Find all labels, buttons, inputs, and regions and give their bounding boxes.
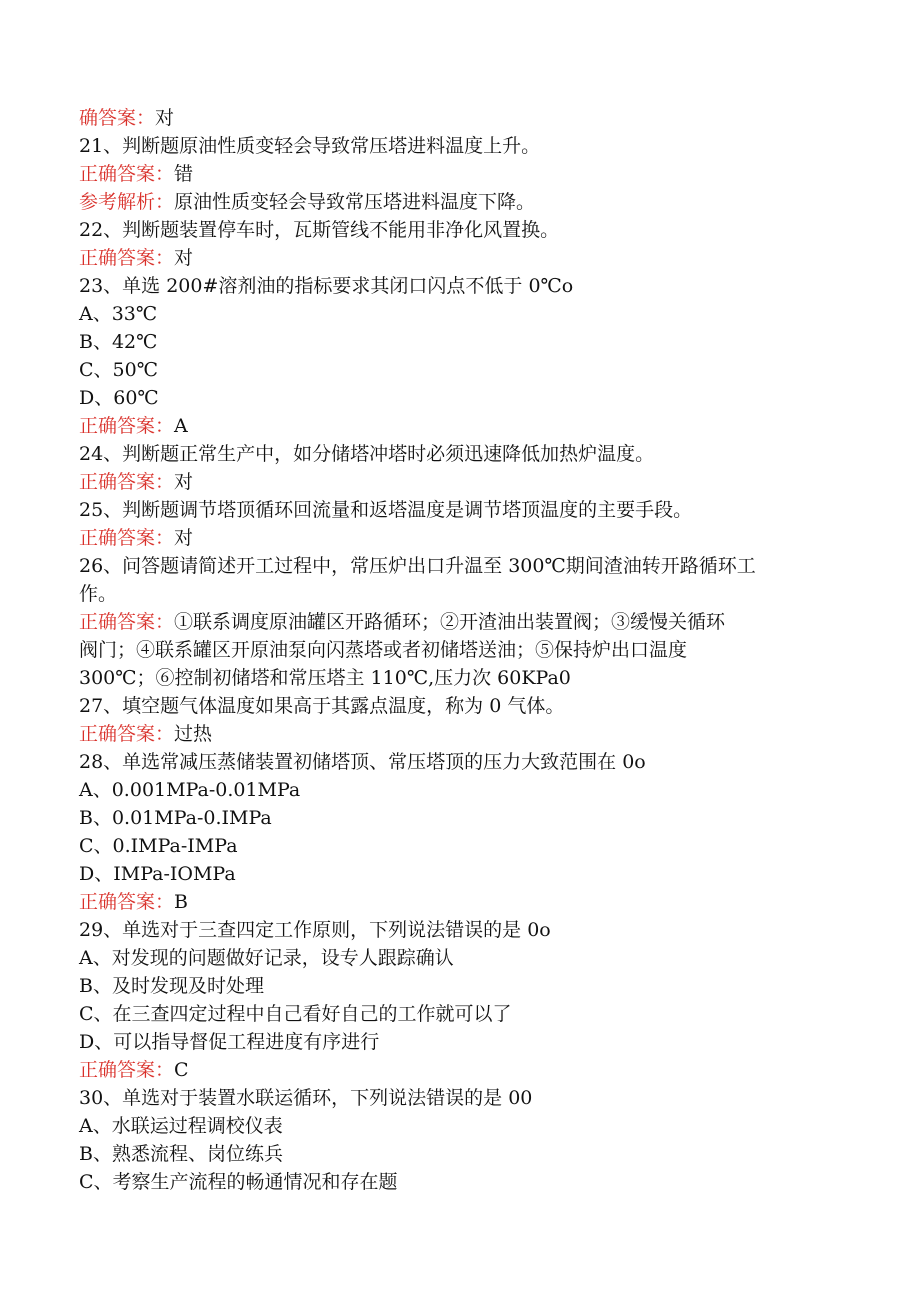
answer-text: 对 <box>174 247 194 269</box>
question-text: 25、判断题调节塔顶循环回流量和返塔温度是调节塔顶温度的主要手段。 <box>79 499 693 521</box>
document-line <box>79 468 879 496</box>
question-text: 作。 <box>79 583 118 605</box>
question-text: A、0.001MPa-0.01MPa <box>79 779 301 801</box>
question-text: C、0.IMPa-IMPa <box>79 835 238 857</box>
question-text: 30、单选对于装置水联运循环，下列说法错误的是 00 <box>79 1087 533 1109</box>
question-text: 21、判断题原油性质变轻会导致常压塔进料温度上升。 <box>79 135 541 157</box>
document-line <box>79 356 879 384</box>
document-line <box>79 160 879 188</box>
document-line <box>79 1140 879 1168</box>
question-text: D、IMPa-IOMPa <box>79 863 236 885</box>
answer-text: 过热 <box>174 723 213 745</box>
document-line <box>79 1112 879 1140</box>
answer-text: ①联系调度原油罐区开路循环；②开渣油出装置阀；③缓慢关循环 <box>174 611 726 633</box>
document-line <box>79 1168 879 1196</box>
document-line <box>79 272 879 300</box>
answer-label: 正确答案： <box>79 415 175 437</box>
question-text: 28、单选常减压蒸储装置初储塔顶、常压塔顶的压力大致范围在 0o <box>79 751 646 773</box>
document-line <box>79 832 879 860</box>
document-line <box>79 580 879 608</box>
question-text: D、可以指导督促工程进度有序进行 <box>79 1031 380 1053</box>
answer-label: 正确答案： <box>79 471 175 493</box>
answer-text: 对 <box>174 527 194 549</box>
answer-label: 参考解析： <box>79 191 175 213</box>
document-line <box>79 804 879 832</box>
answer-label: 确答案： <box>79 107 156 129</box>
answer-label: 正确答案： <box>79 163 175 185</box>
document-line <box>79 972 879 1000</box>
answer-text: 原油性质变轻会导致常压塔进料温度下降。 <box>174 191 536 213</box>
question-text: C、考察生产流程的畅通情况和存在题 <box>79 1171 398 1193</box>
document-line <box>79 636 879 664</box>
document-line <box>79 552 879 580</box>
answer-label: 正确答案： <box>79 527 175 549</box>
document-line <box>79 1028 879 1056</box>
question-text: 阀门；④联系罐区开原油泵向闪蒸塔或者初储塔送油；⑤保持炉出口温度 <box>79 639 688 661</box>
document-line <box>79 328 879 356</box>
question-text: 23、单选 200#溶剂油的指标要求其闭口闪点不低于 0℃o <box>79 275 574 297</box>
answer-label: 正确答案： <box>79 1059 175 1081</box>
document-line <box>79 664 879 692</box>
answer-text: 对 <box>155 107 175 129</box>
document-line <box>79 1000 879 1028</box>
document-line <box>79 300 879 328</box>
document-page <box>79 104 879 1196</box>
question-text: 300℃；⑥控制初储塔和常压塔主 110℃,压力次 60KPa0 <box>79 667 571 689</box>
document-line <box>79 776 879 804</box>
document-line <box>79 860 879 888</box>
answer-label: 正确答案： <box>79 891 175 913</box>
question-text: A、对发现的问题做好记录，设专人跟踪确认 <box>79 947 454 969</box>
answer-label: 正确答案： <box>79 247 175 269</box>
document-line <box>79 188 879 216</box>
document-line <box>79 384 879 412</box>
document-line <box>79 916 879 944</box>
question-text: 27、填空题气体温度如果高于其露点温度，称为 0 气体。 <box>79 695 565 717</box>
question-text: A、33℃ <box>79 303 158 325</box>
question-text: B、及时发现及时处理 <box>79 975 264 997</box>
answer-text: C <box>174 1059 189 1081</box>
document-line <box>79 888 879 916</box>
document-line <box>79 132 879 160</box>
question-text: B、0.01MPa-0.IMPa <box>79 807 272 829</box>
question-text: C、50℃ <box>79 359 158 381</box>
document-line <box>79 216 879 244</box>
document-line <box>79 1056 879 1084</box>
answer-text: B <box>174 891 188 913</box>
document-line <box>79 720 879 748</box>
question-text: 26、问答题请简述开工过程中，常压炉出口升温至 300℃期间渣油转开路循环工 <box>79 555 756 577</box>
question-text: 24、判断题正常生产中，如分储塔冲塔时必须迅速降低加热炉温度。 <box>79 443 655 465</box>
document-line <box>79 748 879 776</box>
question-text: 22、判断题装置停车时，瓦斯管线不能用非净化风置换。 <box>79 219 560 241</box>
document-line <box>79 244 879 272</box>
document-line <box>79 412 879 440</box>
document-body <box>79 104 879 1196</box>
question-text: B、42℃ <box>79 331 158 353</box>
document-line <box>79 1084 879 1112</box>
question-text: C、在三查四定过程中自己看好自己的工作就可以了 <box>79 1003 512 1025</box>
document-line <box>79 692 879 720</box>
answer-text: 错 <box>174 163 194 185</box>
answer-label: 正确答案： <box>79 723 175 745</box>
question-text: D、60℃ <box>79 387 159 409</box>
answer-text: 对 <box>174 471 194 493</box>
document-line <box>79 944 879 972</box>
document-line <box>79 524 879 552</box>
document-line <box>79 496 879 524</box>
document-line <box>79 608 879 636</box>
answer-label: 正确答案： <box>79 611 175 633</box>
answer-text: A <box>174 415 188 437</box>
document-line <box>79 104 879 132</box>
question-text: A、水联运过程调校仪表 <box>79 1115 283 1137</box>
document-line <box>79 440 879 468</box>
question-text: B、熟悉流程、岗位练兵 <box>79 1143 283 1165</box>
question-text: 29、单选对于三查四定工作原则，下列说法错误的是 0o <box>79 919 551 941</box>
